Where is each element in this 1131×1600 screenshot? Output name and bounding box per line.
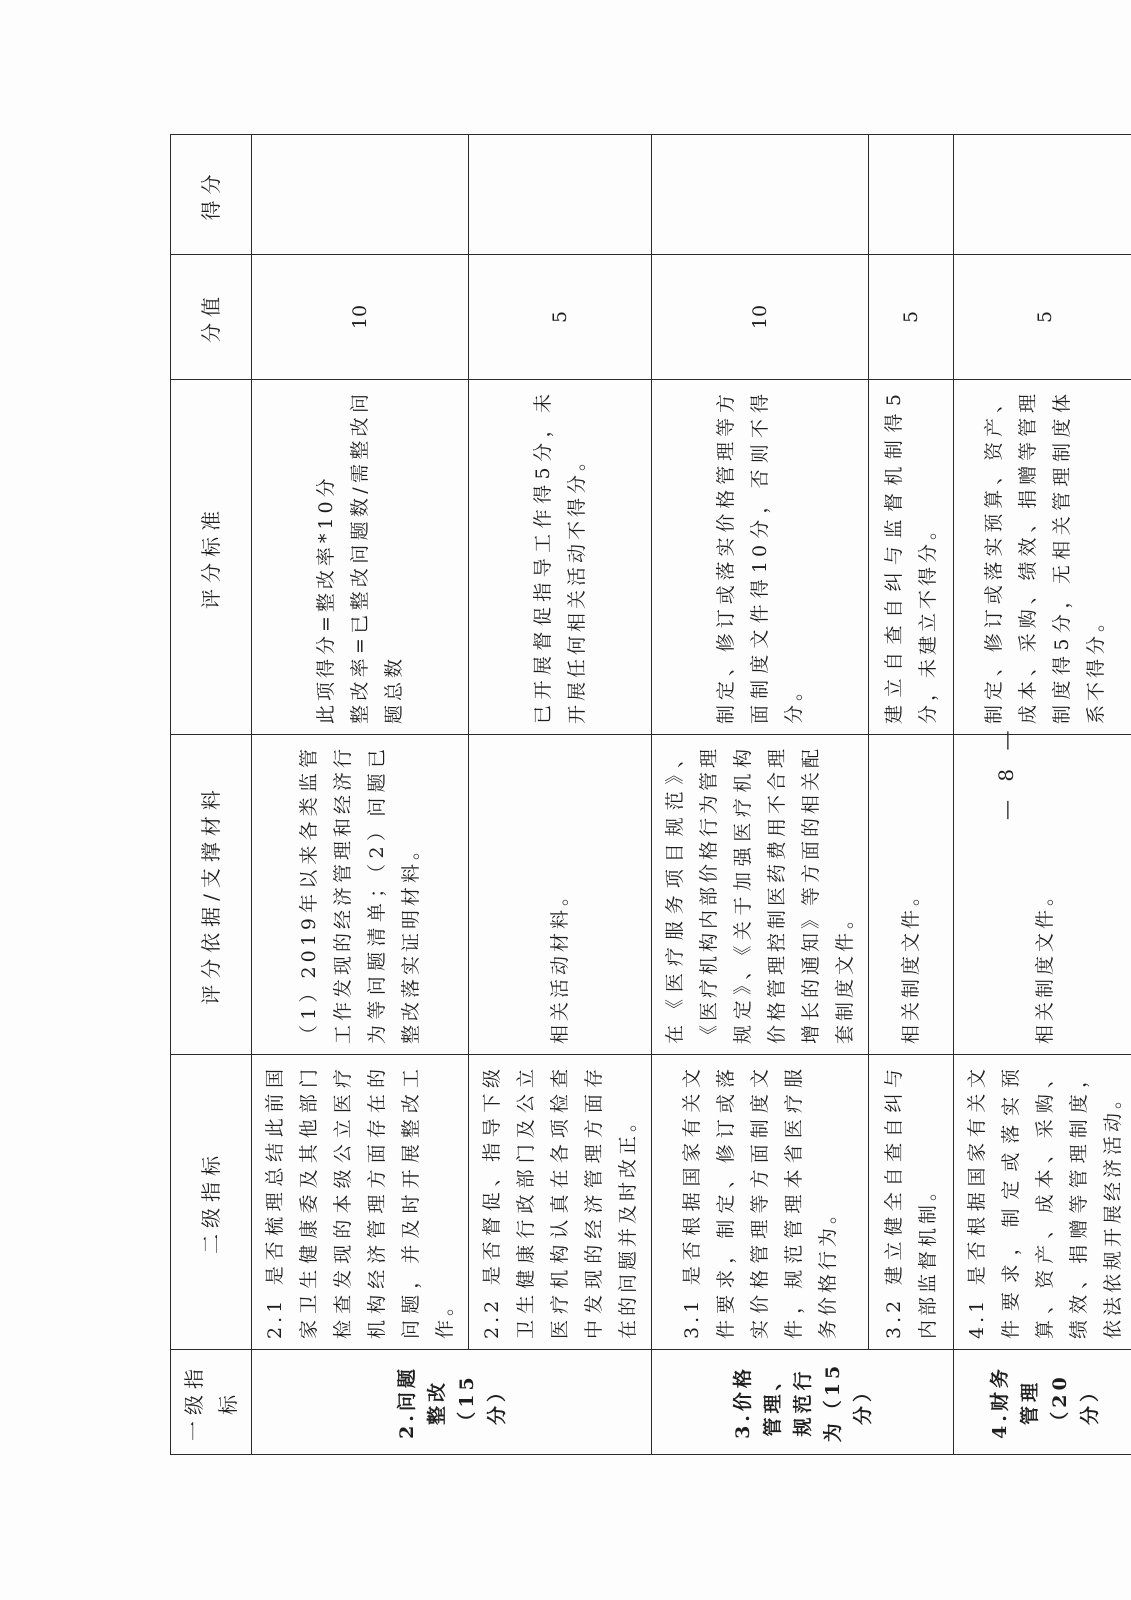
- level1-cell: 4.财务管理（20分）: [954, 1350, 1131, 1455]
- value-cell: 10: [252, 255, 469, 380]
- table-row: [252, 135, 469, 1455]
- level2-cell: 2.1 是否梳理总结此前国家卫生健康委及其他部门检查发现的本级公立医疗机构经济管理方面存在的问题，并及时开展整改工作。: [252, 1055, 469, 1350]
- material-cell: （1）2019年以来各类监管工作发现的经济管理和经济行为等问题清单；（2）问题已整改落实证明材料。: [252, 735, 469, 1055]
- table-header-row: [171, 135, 252, 1455]
- table-row: [652, 135, 869, 1455]
- score-cell: [869, 135, 954, 255]
- header-level1: 一级指标: [171, 1350, 252, 1455]
- page-number: — 8 —: [994, 724, 1018, 820]
- score-cell: [652, 135, 869, 255]
- table-row: [469, 135, 652, 1455]
- level2-cell: 3.2 建立健全自查自纠与内部监督机制。: [869, 1055, 954, 1350]
- header-material: 评分依据/支撑材料: [171, 735, 252, 1055]
- level2-cell: 3.1 是否根据国家有关文件要求，制定、修订或落实价格管理等方面制度文件，规范管理本省医疗服务价格行为。: [652, 1055, 869, 1350]
- header-score: 得分: [171, 135, 252, 255]
- evaluation-table: [170, 134, 1131, 1455]
- standard-cell: 建立自查自纠与监督机制得5分，未建立不得分。: [869, 380, 954, 735]
- header-standard: 评分标准: [171, 380, 252, 735]
- level2-cell: 4.1 是否根据国家有关文件要求，制定或落实预算、资产、成本、采购、绩效、捐赠等管理制度，依法依规开展经济活动。: [954, 1055, 1131, 1350]
- score-cell: [469, 135, 652, 255]
- value-cell: 5: [869, 255, 954, 380]
- level2-cell: 2.2 是否督促、指导下级卫生健康行政部门及公立医疗机构认真在各项检查中发现的经济管理方面存在的问题并及时改正。: [469, 1055, 652, 1350]
- score-cell: [252, 135, 469, 255]
- material-cell: 相关制度文件。: [869, 735, 954, 1055]
- header-value: 分值: [171, 255, 252, 380]
- table-row: [869, 135, 954, 1455]
- material-cell: 相关制度文件。: [954, 735, 1131, 1055]
- material-cell: 在《医疗服务项目规范》、《医疗机构内部价格行为管理规定》、《关于加强医疗机构价格管理控制医药费用不合理增长的通知》等方面的相关配套制度文件。: [652, 735, 869, 1055]
- material-cell: 相关活动材料。: [469, 735, 652, 1055]
- value-cell: 5: [954, 255, 1131, 380]
- header-level2: 二级指标: [171, 1055, 252, 1350]
- level1-cell: 3.价格管理、规范行为（15分）: [652, 1350, 954, 1455]
- standard-cell: 已开展督促指导工作得5分，未开展任何相关活动不得分。: [469, 380, 652, 735]
- rotated-table-container: [170, 135, 1124, 1455]
- value-cell: 10: [652, 255, 869, 380]
- level1-cell: 2.问题整改（15分）: [252, 1350, 652, 1455]
- standard-cell: 制定、修订或落实价格管理等方面制度文件得10分，否则不得分。: [652, 380, 869, 735]
- score-cell: [954, 135, 1131, 255]
- standard-cell: 此项得分=整改率*10分 整改率=已整改问题数/需整改问题总数: [252, 380, 469, 735]
- standard-cell: 制定、修订或落实预算、资产、成本、采购、绩效、捐赠等管理制度得5分，无相关管理制度体系不得分。: [954, 380, 1131, 735]
- value-cell: 5: [469, 255, 652, 380]
